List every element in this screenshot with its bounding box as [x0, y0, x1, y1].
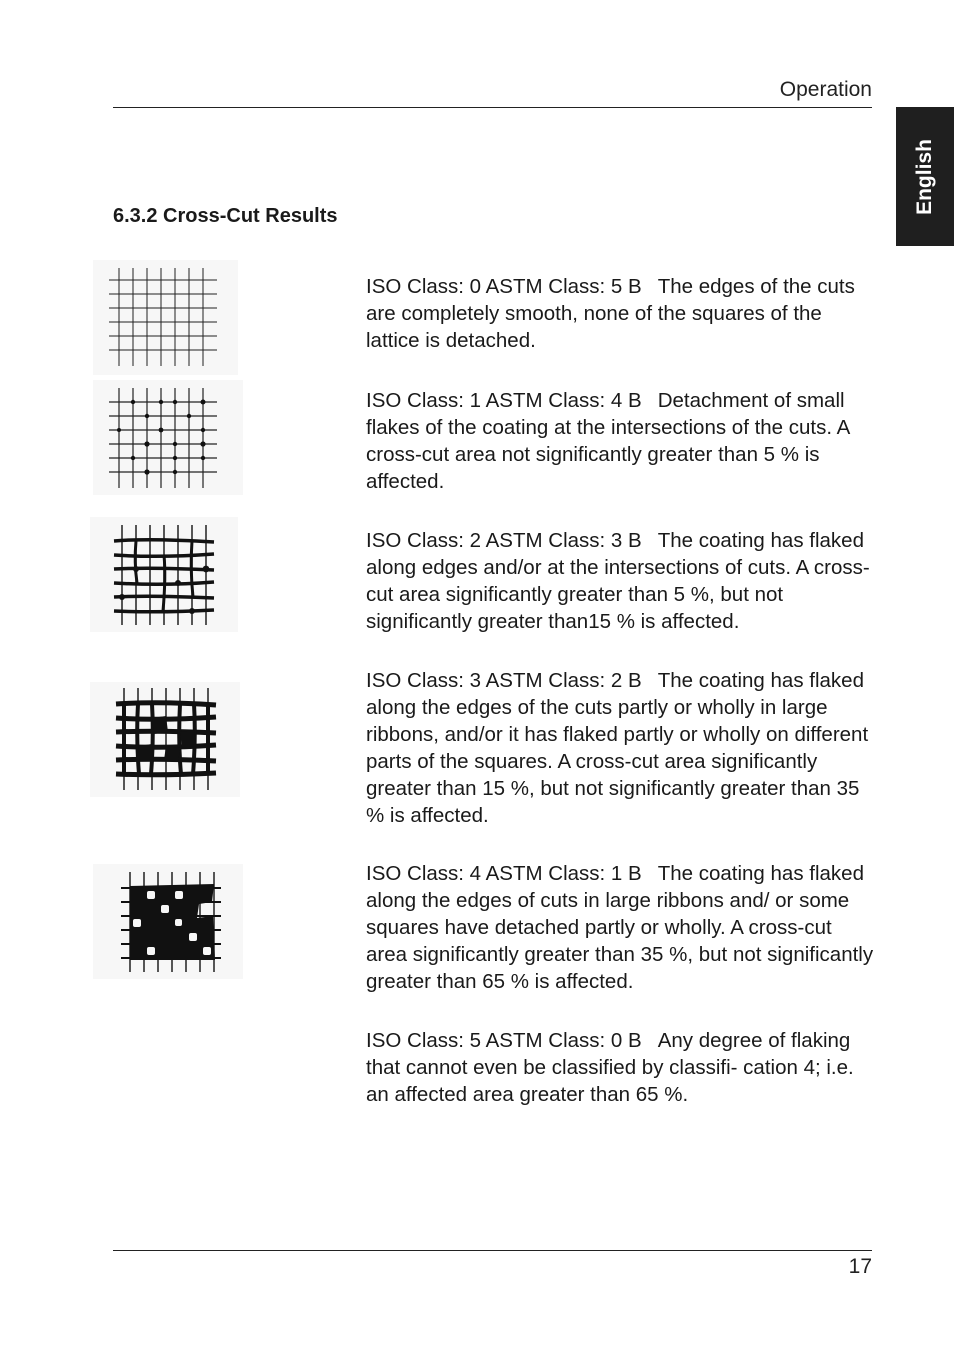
running-header: Operation — [779, 78, 872, 101]
header-rule — [113, 107, 872, 108]
cross-cut-figure-class-1 — [93, 380, 243, 495]
cross-cut-figure-class-0 — [93, 260, 238, 375]
section-title: 6.3.2 Cross-Cut Results — [113, 205, 338, 227]
class-label: ISO Class: 3 ASTM Class: 2 B — [366, 669, 642, 692]
lattice-ribbon-flaking-icon — [90, 682, 240, 797]
class-label: ISO Class: 4 ASTM Class: 1 B — [366, 862, 642, 885]
class-label: ISO Class: 2 ASTM Class: 3 B — [366, 529, 642, 552]
result-entry-class-1 — [366, 387, 876, 495]
footer-rule — [113, 1250, 872, 1251]
cross-cut-figure-class-2 — [90, 517, 238, 632]
result-entry-class-0 — [366, 273, 876, 354]
class-label: ISO Class: 1 ASTM Class: 4 B — [366, 389, 642, 412]
result-entry-class-4 — [366, 860, 876, 995]
language-tab-label: English — [913, 138, 936, 215]
cross-cut-figure-class-4 — [93, 864, 243, 979]
class-label: ISO Class: 0 ASTM Class: 5 B — [366, 275, 642, 298]
lattice-grid-icon — [93, 260, 238, 375]
cross-cut-figure-class-3 — [90, 682, 240, 797]
class-description: Detachment of small flakes of the coating at the intersections of the cuts. A cross-cut area not significantly greater than 5 % is affected. — [366, 389, 850, 493]
class-description: The coating has flaked along edges and/or at the intersections of cuts. A cross-cut area significantly greater than 5 %, but not significantly greater than15 % is affected. — [366, 529, 870, 633]
class-description: Any degree of flaking that cannot even be classified by classifi- cation 4; i.e. an affected area greater than 65 %. — [366, 1029, 854, 1106]
result-entry-class-5 — [366, 1027, 876, 1108]
class-description: The coating has flaked along the edges of cuts in large ribbons and/ or some squares have detached partly or wholly. A cross-cut area significantly greater than 35 %, but not significantly greater than 65 % is affected. — [366, 862, 874, 993]
class-description: The coating has flaked along the edges of the cuts partly or wholly in large ribbons, and/or it has flaked partly or wholly on different parts of the squares. A cross-cut area significantly greater than 15 %, but not significantly greater than 35 % is affected. — [366, 669, 869, 827]
lattice-flakes-icon — [93, 380, 243, 495]
lattice-edge-flaking-icon — [90, 517, 238, 632]
page-number: 17 — [848, 1255, 872, 1278]
language-tab — [896, 107, 954, 246]
result-entry-class-3 — [366, 667, 876, 829]
class-description: The edges of the cuts are completely smooth, none of the squares of the lattice is detached. — [366, 275, 855, 352]
lattice-heavy-flaking-icon — [93, 864, 243, 979]
class-label: ISO Class: 5 ASTM Class: 0 B — [366, 1029, 642, 1052]
result-entry-class-2 — [366, 527, 876, 635]
